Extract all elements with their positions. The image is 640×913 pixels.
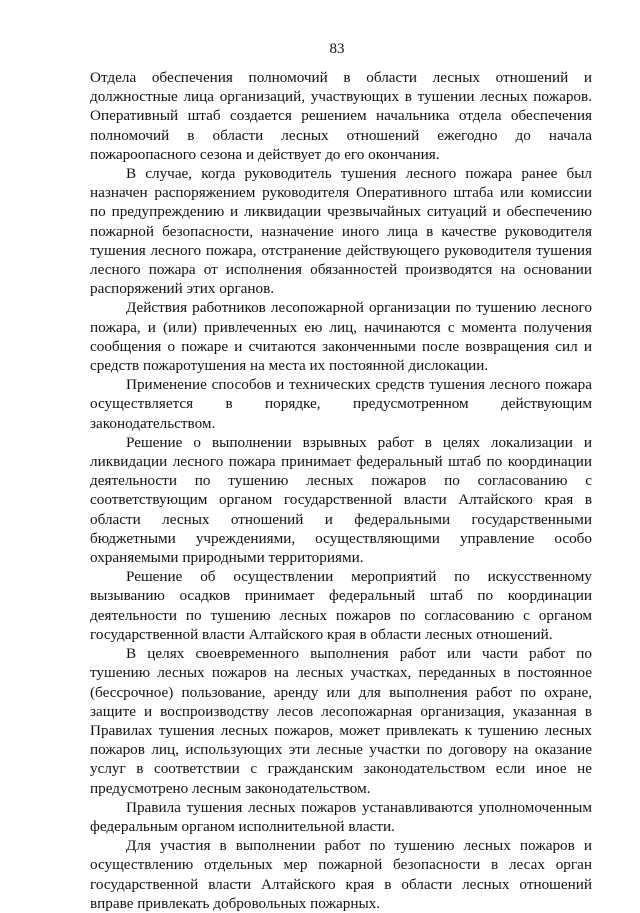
page-number: 83 — [329, 41, 345, 57]
paragraph-staff-composition: Отдела обеспечения полномочий в области лесных отношений и должностные лица организаций, участвующих в тушении лесных пожаров. Оперативный штаб создается решением начальника отдела обеспечения полномочий в области лесных отношений ежегодно до начала пожароопасного сезона и действует до его окончания. — [90, 69, 592, 163]
paragraph-precipitation-decision: Решение об осуществлении мероприятий по искусственному вызыванию осадков принимает федеральный штаб по координации деятельности по тушению лесных пожаров по согласованию с органом государственной власти Алтайского края в области лесных отношений. — [90, 568, 592, 643]
document-body — [90, 68, 592, 913]
paragraph-methods-application: Применение способов и технических средств тушения лесного пожара осуществляется в порядке, предусмотренном действующим законодательством. — [90, 376, 592, 432]
paragraph-leader-replacement: В случае, когда руководитель тушения лесного пожара ранее был назначен распоряжением руководителя Оперативного штаба или комиссии по предупреждению и ликвидации чрезвычайных ситуаций и обеспечению пожарной безопасности, назначение иного лица в качестве руководителя тушения лесного пожара, отстранение действующего руководителя тушения лесного пожара от исполнения обязанностей производятся на основании распоряжений этих органов. — [90, 165, 592, 298]
paragraph-rules-authority: Правила тушения лесных пожаров устанавливаются уполномоченным федеральным органом исполнительной власти. — [90, 798, 592, 835]
paragraph-contractor-involvement: В целях своевременного выполнения работ или части работ по тушению лесных пожаров на лесных участках, переданных в постоянное (бессрочное) пользование, аренду или для выполнения работ по охране, защите и воспроизводству лесов лесопожарная организация, указанная в Правилах тушения лесных пожаров, может привлекать к тушению лесных пожаров лиц, использующих эти лесные участки по договору на оказание услуг в соответствии с гражданским законодательством если иное не предусмотрено лесным законодательством. — [90, 645, 592, 797]
paragraph-blasting-decision: Решение о выполнении взрывных работ в целях локализации и ликвидации лесного пожара принимает федеральный штаб по координации деятельности по тушению лесных пожаров по согласованию с соответствующим органом государственной власти Алтайского края в области лесных отношений и федеральными государственными бюджетными учреждениями, осуществляющими управление особо охраняемыми природными территориями. — [90, 433, 592, 567]
paragraph-volunteer-firefighters: Для участия в выполнении работ по тушению лесных пожаров и осуществлению отдельных мер пожарной безопасности в лесах орган государственной власти Алтайского края в области лесных отношений вправе привлекать добровольных пожарных. — [90, 837, 592, 912]
paragraph-worker-actions: Действия работников лесопожарной организации по тушению лесного пожара, и (или) привлеченных ею лиц, начинаются с момента получения сообщения о пожаре и считаются законченными после возвращения сил и средств пожаротушения на места их постоянной дислокации. — [90, 299, 592, 375]
